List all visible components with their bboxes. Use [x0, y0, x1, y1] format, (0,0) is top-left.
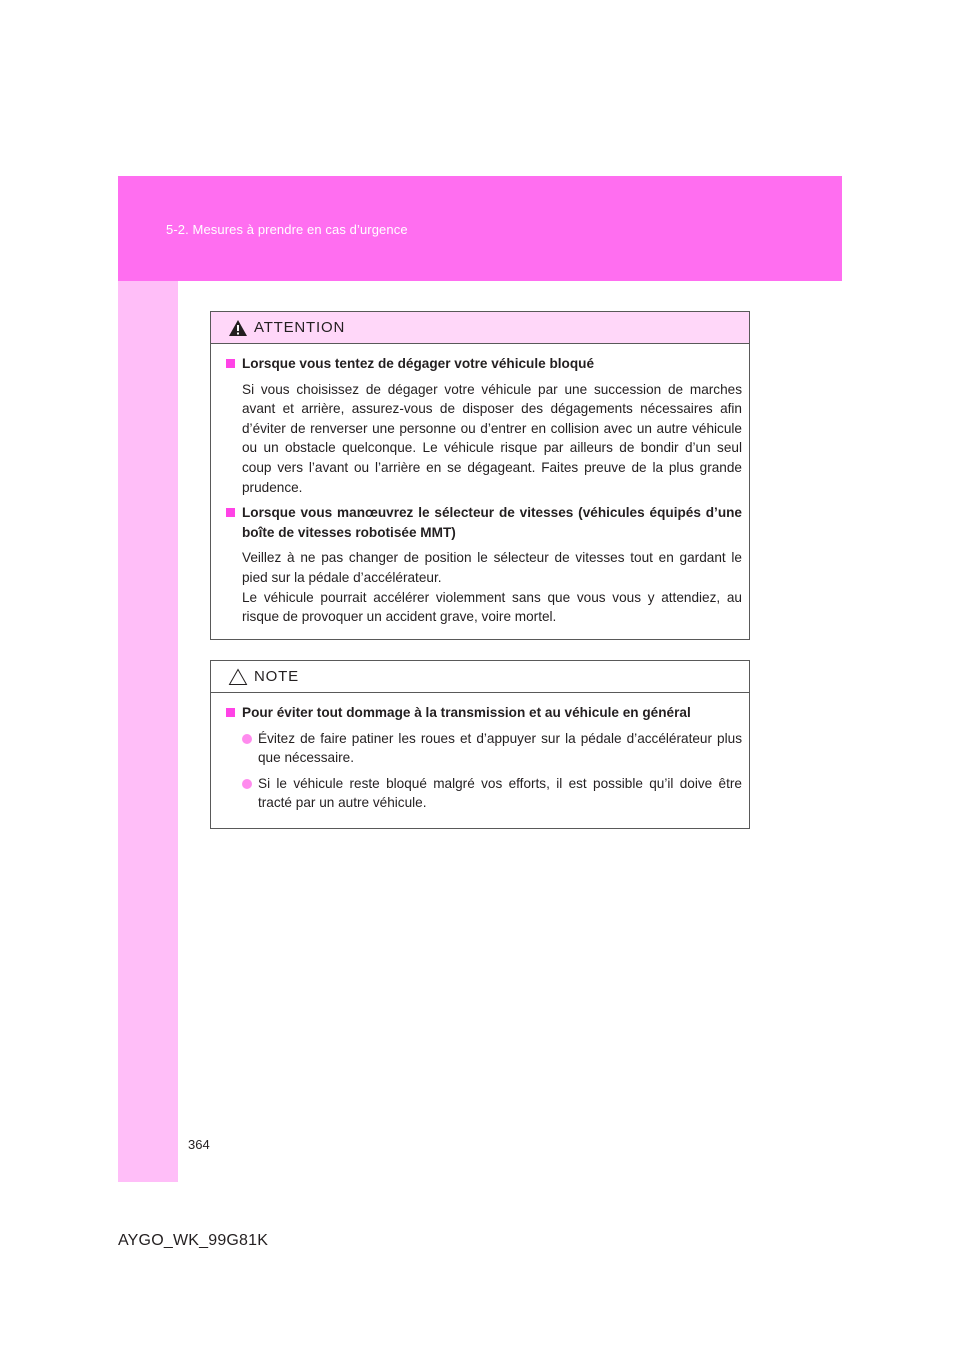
note-header — [211, 661, 749, 693]
square-bullet-icon — [226, 508, 235, 517]
square-bullet-icon — [226, 708, 235, 717]
round-bullet-icon — [242, 779, 252, 789]
attention-heading-1: Lorsque vous tentez de dégager votre véhicule bloqué — [223, 354, 742, 374]
note-bullet-1: Évitez de faire patiner les roues et d’appuyer sur la pédale d’accélérateur plus que nécessaire. — [242, 729, 742, 768]
round-bullet-icon — [242, 734, 252, 744]
attention-paragraph-2: Veillez à ne pas changer de position le sélecteur de vitesses tout en gardant le pied sur la pédale d’accélérateur. Le véhicule pourrait accélérer violemment sans que vous vous y attendiez, au risque de provoquer un accident grave, voire mortel. — [242, 550, 742, 625]
attention-label: ATTENTION — [254, 319, 346, 336]
note-heading: Pour éviter tout dommage à la transmission et au véhicule en général — [223, 703, 742, 723]
page-number: 364 — [188, 1137, 210, 1152]
note-label: NOTE — [254, 668, 299, 685]
note-box — [210, 660, 750, 829]
side-band — [118, 281, 178, 1182]
caution-outline-icon — [228, 668, 248, 686]
attention-box — [210, 311, 750, 640]
attention-header — [211, 312, 749, 344]
warning-triangle-icon — [228, 319, 248, 337]
attention-heading-2: Lorsque vous manœuvrez le sélecteur de vitesses (véhicules équipés d’une boîte de vitesses robotisée MMT) — [223, 503, 742, 542]
note-bullet-2: Si le véhicule reste bloqué malgré vos efforts, il est possible qu’il doive être tracté par un autre véhicule. — [242, 774, 742, 813]
section-title: 5-2. Mesures à prendre en cas d’urgence — [166, 222, 408, 237]
square-bullet-icon — [226, 359, 235, 368]
document-code: AYGO_WK_99G81K — [118, 1232, 269, 1249]
attention-paragraph-1: Si vous choisissez de dégager votre véhicule par une succession de marches avant et arrière, assurez-vous de disposer des dégagements nécessaires afin d’éviter de renverser une personne ou d’entrer en collision avec un autre véhicule ou un obstacle quelconque. Le véhicule risque par ailleurs de bondir d’un seul coup vers l’avant ou l’arrière en se dégageant. Faites preuve de la plus grande prudence. — [242, 381, 742, 495]
